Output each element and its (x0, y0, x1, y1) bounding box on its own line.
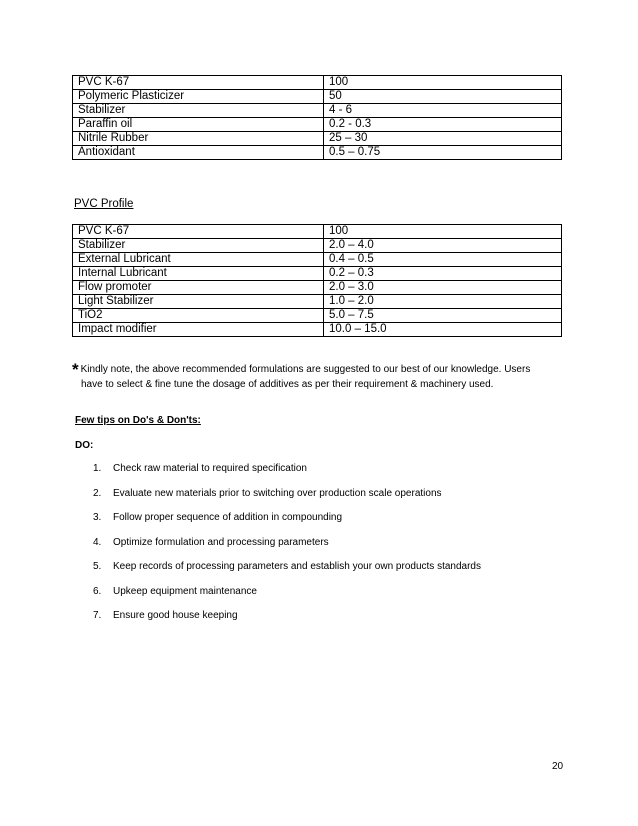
ingredient-cell: Polymeric Plasticizer (73, 90, 324, 104)
formulation-table (72, 75, 562, 160)
table-row (73, 267, 562, 281)
ingredient-cell: PVC K-67 (73, 225, 324, 239)
asterisk-icon: * (72, 360, 79, 379)
list-number: 6. (93, 585, 102, 597)
table-row (73, 323, 562, 337)
table-row (73, 281, 562, 295)
list-text: Keep records of processing parameters and establish your own products standards (113, 561, 481, 572)
note-line-1: Kindly note, the above recommended formulations are suggested to our best of our knowledge. Users (80, 364, 531, 375)
dosage-cell: 100 (324, 76, 562, 90)
dosage-cell: 2.0 – 3.0 (324, 281, 562, 295)
tips-heading: Few tips on Do's & Don'ts: (75, 415, 201, 426)
list-item (93, 463, 481, 488)
list-number: 1. (93, 463, 102, 474)
table-row (73, 295, 562, 309)
ingredient-cell: Stabilizer (73, 239, 324, 253)
dosage-cell: 5.0 – 7.5 (324, 309, 562, 323)
list-number: 7. (93, 610, 102, 621)
list-number: 3. (93, 512, 102, 523)
page-number: 20 (552, 761, 564, 772)
pvc-profile-heading: PVC Profile (74, 198, 134, 210)
list-text: Ensure good house keeping (113, 610, 238, 621)
ingredient-cell: Internal Lubricant (73, 267, 324, 281)
list-item (93, 561, 481, 586)
dosage-cell: 4 - 6 (324, 104, 562, 118)
ingredient-cell: External Lubricant (73, 253, 324, 267)
ingredient-cell: Light Stabilizer (73, 295, 324, 309)
table-row (73, 76, 562, 90)
table-row (73, 225, 562, 239)
do-heading: DO: (75, 440, 94, 451)
ingredient-cell: Stabilizer (73, 104, 324, 118)
dosage-cell: 2.0 – 4.0 (324, 239, 562, 253)
table-row (73, 118, 562, 132)
ingredient-cell: Nitrile Rubber (73, 132, 324, 146)
list-number: 5. (93, 561, 102, 572)
dosage-cell: 0.4 – 0.5 (324, 253, 562, 267)
table-row (73, 104, 562, 118)
table-row (73, 239, 562, 253)
list-item (93, 537, 481, 562)
note-line-2: have to select & fine tune the dosage of additives as per their requirement & machinery used. (81, 379, 494, 390)
list-number: 2. (93, 487, 102, 499)
dosage-cell: 0.2 - 0.3 (324, 118, 562, 132)
table-row (73, 90, 562, 104)
ingredient-cell: PVC K-67 (73, 76, 324, 90)
dosage-cell: 0.5 – 0.75 (324, 146, 562, 160)
table-row (73, 309, 562, 323)
dosage-cell: 1.0 – 2.0 (324, 295, 562, 309)
dosage-cell: 100 (324, 225, 562, 239)
list-item (93, 512, 481, 537)
ingredient-cell: Flow promoter (73, 281, 324, 295)
do-list (93, 463, 481, 635)
list-text: Evaluate new materials prior to switching over production scale operations (113, 487, 442, 499)
dosage-cell: 0.2 – 0.3 (324, 267, 562, 281)
disclaimer-note (72, 362, 572, 392)
ingredient-cell: Antioxidant (73, 146, 324, 160)
list-text: Upkeep equipment maintenance (113, 585, 257, 597)
list-item (93, 586, 481, 611)
table-row (73, 253, 562, 267)
ingredient-cell: Impact modifier (73, 323, 324, 337)
list-item (93, 488, 481, 513)
list-item (93, 610, 481, 635)
dosage-cell: 50 (324, 90, 562, 104)
table-row (73, 146, 562, 160)
list-text: Follow proper sequence of addition in compounding (113, 512, 343, 523)
list-number: 4. (93, 536, 102, 548)
table-row (73, 132, 562, 146)
ingredient-cell: Paraffin oil (73, 118, 324, 132)
list-text: Check raw material to required specification (113, 463, 307, 474)
dosage-cell: 10.0 – 15.0 (324, 323, 562, 337)
list-text: Optimize formulation and processing parameters (113, 536, 329, 548)
pvc-profile-table (72, 224, 562, 337)
dosage-cell: 25 – 30 (324, 132, 562, 146)
ingredient-cell: TiO2 (73, 309, 324, 323)
